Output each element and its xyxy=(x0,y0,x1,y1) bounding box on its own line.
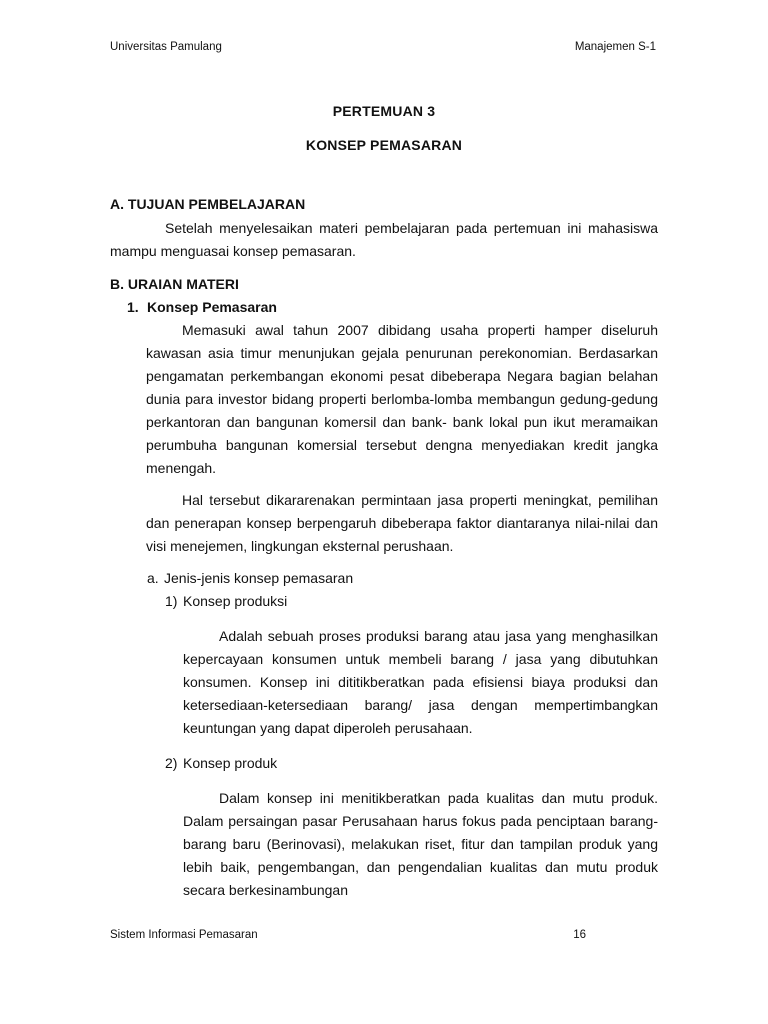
list-item-2 xyxy=(165,752,658,775)
list-item-1-number: 1) xyxy=(165,593,178,609)
paragraph-hal-tersebut: Hal tersebut dikararenakan permintaan jasa properti meningkat, pemilihan dan penerapan konsep berpengaruh dibeberapa faktor diantaranya nilai-nilai dan visi menejemen, lingkungan eksternal perushaan. xyxy=(146,492,658,554)
subsection-number: 1. xyxy=(127,299,139,315)
footer-course: Sistem Informasi Pemasaran xyxy=(110,929,258,941)
topic-title: KONSEP PEMASARAN xyxy=(305,137,463,153)
list-item-a-letter: a. xyxy=(147,570,159,586)
page-header xyxy=(110,41,656,53)
section-b-heading: B. URAIAN MATERI xyxy=(110,276,239,292)
section-a-text: Setelah menyelesaikan materi pembelajaran pada pertemuan ini mahasiswa mampu menguasai konsep pemasaran. xyxy=(110,220,658,259)
header-program: Manajemen S-1 xyxy=(574,41,656,53)
page-footer xyxy=(110,929,586,941)
list-item-2-number: 2) xyxy=(165,755,178,771)
list-item-2-title: Konsep produk xyxy=(183,755,278,771)
paragraph-konsep: Memasuki awal tahun 2007 dibidang usaha properti hamper diseluruh kawasan asia timur menunjukan gejala penurunan perekonomian. Berdasarkan pengamatan perkembangan ekonomi pesat dibeberapa Negara bagian belahan dunia para investor bidang properti berlomba-lomba membangun gedung-gedung perkantoran dan bangunan komersil dan bank- bank lokal pun ikut meramaikan perumbuha bangunan komersial tersebut dengna menyediakan kredit jangka menengah. xyxy=(146,322,658,476)
list-item-1 xyxy=(165,590,658,613)
paragraph-konsep-produk: Dalam konsep ini menitikberatkan pada kualitas dan mutu produk. Dalam persaingan pasar Perusahaan harus fokus pada penciptaan barang-barang baru (Berinovasi), melakukan riset, fitur dan tampilan produk yang lebih baik, pengembangan, dan pengendalian kualitas dan mutu produk secara berkesinambungan xyxy=(183,790,658,898)
subsection-heading xyxy=(127,296,658,319)
page-number: 16 xyxy=(573,929,586,941)
list-item-1-title: Konsep produksi xyxy=(183,593,288,609)
section-a-heading: A. TUJUAN PEMBELAJARAN xyxy=(110,196,306,212)
subsection-title: Konsep Pemasaran xyxy=(147,299,277,315)
meeting-title: PERTEMUAN 3 xyxy=(332,103,436,119)
page-content xyxy=(110,193,658,902)
paragraph-konsep-produksi: Adalah sebuah proses produksi barang atau jasa yang menghasilkan kepercayaan konsumen untuk membeli barang / jasa yang dibutuhkan konsumen. Konsep ini dititikberatkan pada efisiensi biaya produksi dan ketersediaan-ketersediaan barang/ jasa dengan mempertimbangkan keuntungan yang dapat diperoleh perusahaan. xyxy=(183,628,658,736)
list-item-a-title: Jenis-jenis konsep pemasaran xyxy=(164,570,354,586)
header-institution: Universitas Pamulang xyxy=(110,41,222,53)
list-item-a xyxy=(147,567,658,590)
